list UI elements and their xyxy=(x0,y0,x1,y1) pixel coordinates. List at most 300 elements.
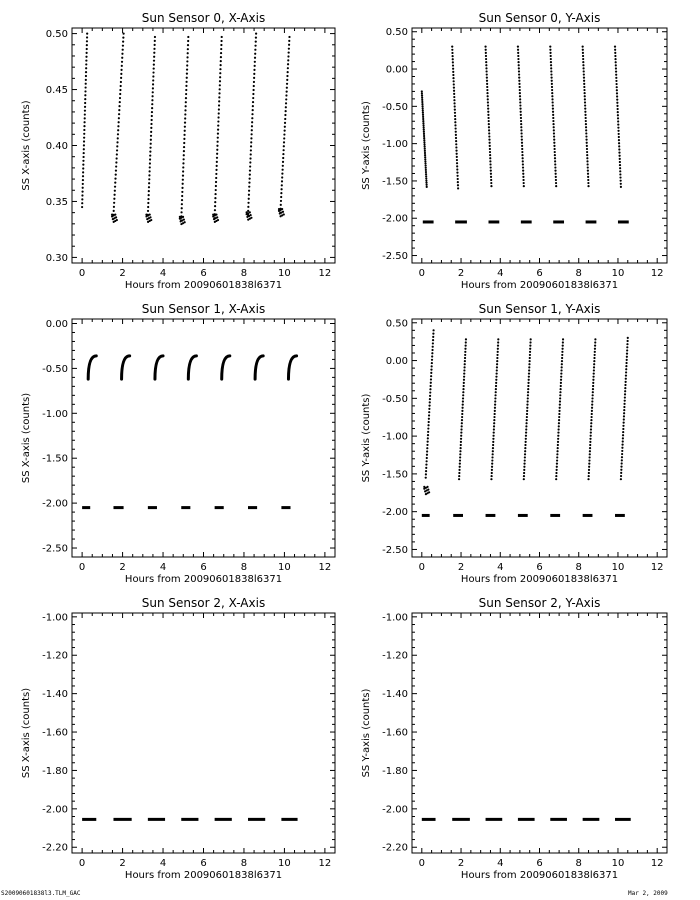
data-point xyxy=(120,69,122,71)
data-point xyxy=(248,186,250,188)
data-point xyxy=(425,473,427,475)
x-axis-label: Hours from 20090601838l6371 xyxy=(460,280,619,291)
data-point xyxy=(83,129,85,131)
data-point xyxy=(285,106,287,108)
data-point xyxy=(460,435,462,437)
data-point xyxy=(557,435,559,437)
data-point xyxy=(523,475,525,477)
data-point xyxy=(431,349,433,351)
data-point xyxy=(120,73,122,75)
y-tick-label: 0.00 xyxy=(385,356,408,368)
data-point xyxy=(115,161,117,163)
data-point xyxy=(286,75,288,77)
data-point xyxy=(618,145,620,147)
data-point xyxy=(247,202,249,204)
data-point xyxy=(250,153,252,155)
data-point xyxy=(462,404,464,406)
data-point xyxy=(460,428,462,430)
data-point xyxy=(619,170,621,172)
data-point xyxy=(458,472,460,474)
data-point xyxy=(551,95,553,97)
data-point xyxy=(517,61,519,63)
data-point xyxy=(555,179,557,181)
data-point xyxy=(526,413,528,415)
data-point xyxy=(181,191,183,193)
data-point xyxy=(560,372,562,374)
data-point xyxy=(148,174,150,176)
data-point xyxy=(556,450,558,452)
data-point xyxy=(424,162,426,164)
data-point xyxy=(458,478,460,480)
data-point xyxy=(552,101,554,103)
data-point xyxy=(153,67,155,69)
data-point xyxy=(490,182,492,184)
data-point xyxy=(622,431,624,433)
data-point xyxy=(617,108,619,110)
data-point xyxy=(425,463,427,465)
data-point xyxy=(556,456,558,458)
data-point xyxy=(422,112,424,114)
data-point xyxy=(114,190,116,192)
data-point xyxy=(181,207,183,209)
data-point xyxy=(560,379,562,381)
data-point xyxy=(181,187,183,189)
data-point xyxy=(151,115,153,117)
data-point xyxy=(560,385,562,387)
data-trace xyxy=(490,338,499,480)
data-point xyxy=(488,123,490,125)
data-point xyxy=(282,169,284,171)
data-point xyxy=(85,56,87,58)
data-point xyxy=(114,214,116,216)
data-point xyxy=(614,49,616,51)
data-point xyxy=(283,145,285,147)
data-point xyxy=(217,129,219,131)
data-point xyxy=(557,447,559,449)
data-point xyxy=(559,400,561,402)
data-point xyxy=(217,219,219,221)
data-cluster xyxy=(145,214,152,223)
data-point xyxy=(453,80,455,82)
data-point xyxy=(497,345,499,347)
data-point xyxy=(84,113,86,115)
data-point xyxy=(553,145,555,147)
data-point xyxy=(219,68,221,70)
data-point xyxy=(493,416,495,418)
data-point xyxy=(431,359,433,361)
data-point xyxy=(520,129,522,131)
data-point xyxy=(251,117,253,119)
y-axis-label: SS Y-axis (counts) xyxy=(361,101,372,190)
data-point xyxy=(85,75,87,77)
data-point xyxy=(453,83,455,85)
data-point xyxy=(525,428,527,430)
data-point xyxy=(116,153,118,155)
data-point xyxy=(151,95,153,97)
data-point xyxy=(115,165,117,167)
data-point xyxy=(593,366,595,368)
data-point xyxy=(187,52,189,54)
data-point xyxy=(115,173,117,175)
data-point xyxy=(249,211,251,213)
y-tick-label: -0.50 xyxy=(382,393,408,405)
data-point xyxy=(147,202,149,204)
data-point xyxy=(430,369,432,371)
data-point xyxy=(421,105,423,107)
data-point xyxy=(116,157,118,159)
data-point xyxy=(518,73,520,75)
data-point xyxy=(183,142,185,144)
data-point xyxy=(587,179,589,181)
data-point xyxy=(551,98,553,100)
data-point xyxy=(427,427,429,429)
data-point xyxy=(549,46,551,48)
data-point xyxy=(520,120,522,122)
data-point xyxy=(593,372,595,374)
x-tick-label: 6 xyxy=(536,268,543,279)
y-tick-label: -1.50 xyxy=(382,469,408,481)
data-point xyxy=(456,168,458,170)
data-point xyxy=(465,341,467,343)
data-point xyxy=(584,111,586,113)
data-point xyxy=(592,382,594,384)
data-trace xyxy=(587,338,596,480)
data-point xyxy=(562,345,564,347)
chart-panel xyxy=(361,11,667,291)
data-point xyxy=(518,80,520,82)
data-point xyxy=(152,75,154,77)
data-point xyxy=(82,183,84,185)
data-point xyxy=(180,211,182,213)
data-point xyxy=(430,372,432,374)
data-point xyxy=(456,162,458,164)
data-point xyxy=(182,183,184,185)
data-point xyxy=(582,58,584,60)
data-point xyxy=(494,407,496,409)
chart-title: Sun Sensor 0, Y-Axis xyxy=(478,11,601,25)
data-point xyxy=(148,186,150,188)
data-point xyxy=(284,130,286,132)
x-tick-label: 12 xyxy=(650,562,664,573)
data-point xyxy=(588,472,590,474)
y-tick-label: 0.50 xyxy=(385,27,408,39)
data-point xyxy=(530,338,532,340)
data-point xyxy=(554,154,556,156)
data-point xyxy=(529,354,531,356)
data-point xyxy=(551,92,553,94)
data-point xyxy=(615,77,617,79)
data-point xyxy=(282,211,284,213)
data-point xyxy=(421,95,423,97)
data-point xyxy=(465,345,467,347)
y-tick-label: -1.80 xyxy=(382,765,408,777)
data-point xyxy=(122,49,124,51)
data-cluster xyxy=(212,214,219,223)
data-point xyxy=(616,92,618,94)
data-point xyxy=(148,194,150,196)
data-point xyxy=(149,216,151,218)
data-point xyxy=(254,49,256,51)
data-point xyxy=(453,86,455,88)
data-point xyxy=(113,206,115,208)
data-point xyxy=(520,111,522,113)
data-point xyxy=(456,156,458,158)
data-point xyxy=(618,139,620,141)
data-point xyxy=(186,64,188,66)
data-point xyxy=(151,119,153,121)
data-point xyxy=(528,366,530,368)
data-point xyxy=(462,391,464,393)
data-point xyxy=(550,61,552,63)
data-point xyxy=(217,141,219,143)
data-point xyxy=(617,120,619,122)
data-point xyxy=(620,475,622,477)
data-point xyxy=(522,166,524,168)
data-point xyxy=(496,372,498,374)
data-arc xyxy=(222,356,230,379)
data-point xyxy=(625,362,627,364)
x-tick-label: 2 xyxy=(119,562,126,573)
data-point xyxy=(493,422,495,424)
y-tick-label: -0.50 xyxy=(42,363,68,375)
data-point xyxy=(430,378,432,380)
data-point xyxy=(592,391,594,393)
data-point xyxy=(486,89,488,91)
data-point xyxy=(453,102,455,104)
data-point xyxy=(429,388,431,390)
x-axis-label: Hours from 20090601838l6371 xyxy=(460,574,619,585)
data-point xyxy=(187,36,189,38)
data-point xyxy=(184,109,186,111)
data-point xyxy=(251,113,253,115)
y-tick-label: -2.00 xyxy=(382,213,408,225)
data-point xyxy=(619,164,621,166)
data-point xyxy=(619,176,621,178)
data-point xyxy=(495,382,497,384)
data-point xyxy=(620,478,622,480)
data-point xyxy=(554,148,556,150)
data-point xyxy=(430,385,432,387)
data-point xyxy=(621,453,623,455)
x-tick-label: 2 xyxy=(457,268,465,279)
data-point xyxy=(116,145,118,147)
data-point xyxy=(215,173,217,175)
data-point xyxy=(425,477,427,479)
data-point xyxy=(149,166,151,168)
data-point xyxy=(594,348,596,350)
data-point xyxy=(425,182,427,184)
data-point xyxy=(487,114,489,116)
data-point xyxy=(553,139,555,141)
data-point xyxy=(521,142,523,144)
data-point xyxy=(624,396,626,398)
data-point xyxy=(453,90,455,92)
data-cluster xyxy=(179,216,186,225)
data-point xyxy=(529,351,531,353)
data-point xyxy=(492,435,494,437)
data-point xyxy=(583,83,585,85)
data-point xyxy=(551,89,553,91)
data-point xyxy=(620,472,622,474)
data-point xyxy=(591,400,593,402)
data-point xyxy=(525,435,527,437)
chart-title: Sun Sensor 1, Y-Axis xyxy=(478,302,601,316)
data-point xyxy=(427,437,429,439)
data-point xyxy=(491,466,493,468)
data-point xyxy=(427,431,429,433)
y-axis-label: SS X-axis (counts) xyxy=(21,687,32,779)
chart-title: Sun Sensor 2, X-Axis xyxy=(141,596,266,610)
data-point xyxy=(527,391,529,393)
data-point xyxy=(485,64,487,66)
data-point xyxy=(589,438,591,440)
data-point xyxy=(614,55,616,57)
data-point xyxy=(591,407,593,409)
data-point xyxy=(589,450,591,452)
data-point xyxy=(215,185,217,187)
data-point xyxy=(117,137,119,139)
data-point xyxy=(428,405,430,407)
data-point xyxy=(459,463,461,465)
data-point xyxy=(149,214,151,216)
data-point xyxy=(486,83,488,85)
data-point xyxy=(451,46,453,48)
data-point xyxy=(593,360,595,362)
data-point xyxy=(617,114,619,116)
data-point xyxy=(252,101,254,103)
data-point xyxy=(590,428,592,430)
data-point xyxy=(527,382,529,384)
data-point xyxy=(86,36,88,38)
x-tick-label: 6 xyxy=(200,858,207,869)
data-point xyxy=(558,422,560,424)
data-point xyxy=(147,210,149,212)
data-point xyxy=(452,64,454,66)
data-trace xyxy=(451,46,459,190)
data-point xyxy=(282,161,284,163)
data-point xyxy=(519,108,521,110)
data-point xyxy=(520,117,522,119)
data-point xyxy=(464,357,466,359)
data-point xyxy=(454,121,456,123)
data-point xyxy=(558,419,560,421)
data-point xyxy=(617,130,619,132)
data-point xyxy=(624,384,626,386)
data-point xyxy=(487,101,489,103)
data-point xyxy=(147,198,149,200)
data-point xyxy=(559,388,561,390)
data-point xyxy=(428,411,430,413)
data-point xyxy=(456,172,458,174)
data-point xyxy=(249,173,251,175)
data-point xyxy=(586,148,588,150)
data-point xyxy=(496,366,498,368)
data-point xyxy=(121,61,123,63)
data-point xyxy=(519,92,521,94)
data-point xyxy=(253,73,255,75)
data-point xyxy=(113,210,115,212)
data-point xyxy=(583,80,585,82)
data-point xyxy=(518,77,520,79)
data-point xyxy=(582,64,584,66)
x-tick-label: 8 xyxy=(240,562,248,573)
data-point xyxy=(528,372,530,374)
data-point xyxy=(218,112,220,114)
y-axis-label: SS Y-axis (counts) xyxy=(361,393,372,483)
y-tick-label: -1.20 xyxy=(382,650,408,662)
data-point xyxy=(550,58,552,60)
data-point xyxy=(425,169,427,171)
chart-panel xyxy=(21,302,335,585)
data-point xyxy=(283,141,285,143)
data-point xyxy=(621,444,623,446)
data-point xyxy=(83,121,85,123)
data-point xyxy=(616,95,618,97)
data-point xyxy=(560,369,562,371)
data-point xyxy=(518,67,520,69)
data-point xyxy=(423,133,425,135)
x-tick-label: 2 xyxy=(119,858,126,869)
y-tick-label: -2.50 xyxy=(382,251,408,263)
data-point xyxy=(154,36,156,38)
data-point xyxy=(463,379,465,381)
y-axis-label: SS X-axis (counts) xyxy=(21,100,32,191)
x-tick-label: 10 xyxy=(278,562,291,573)
data-point xyxy=(83,148,85,150)
x-tick-label: 12 xyxy=(318,858,332,869)
data-point xyxy=(487,111,489,113)
data-point xyxy=(452,58,454,60)
data-point xyxy=(626,359,628,361)
data-point xyxy=(219,84,221,86)
data-point xyxy=(615,61,617,63)
data-point xyxy=(280,188,282,190)
data-point xyxy=(488,129,490,131)
data-point xyxy=(529,348,531,350)
data-point xyxy=(488,139,490,141)
x-axis-label: Hours from 20090601838l6371 xyxy=(124,280,283,291)
data-point xyxy=(623,409,625,411)
data-point xyxy=(622,428,624,430)
data-point xyxy=(494,394,496,396)
data-point xyxy=(154,40,156,42)
data-point xyxy=(587,185,589,187)
data-point xyxy=(118,109,120,111)
data-point xyxy=(490,478,492,480)
data-point xyxy=(464,360,466,362)
data-point xyxy=(148,190,150,192)
x-tick-label: 4 xyxy=(497,858,504,869)
data-point xyxy=(562,341,564,343)
data-point xyxy=(497,338,499,340)
x-tick-label: 0 xyxy=(418,858,425,869)
data-point xyxy=(587,478,589,480)
data-point xyxy=(558,425,560,427)
data-point xyxy=(521,151,523,153)
data-point xyxy=(152,83,154,85)
data-point xyxy=(86,52,88,54)
data-point xyxy=(490,475,492,477)
data-point xyxy=(462,400,464,402)
data-point xyxy=(114,182,116,184)
data-point xyxy=(526,419,528,421)
data-point xyxy=(114,186,116,188)
data-point xyxy=(584,114,586,116)
data-point xyxy=(549,49,551,51)
data-point xyxy=(526,407,528,409)
data-point xyxy=(623,412,625,414)
data-point xyxy=(585,123,587,125)
